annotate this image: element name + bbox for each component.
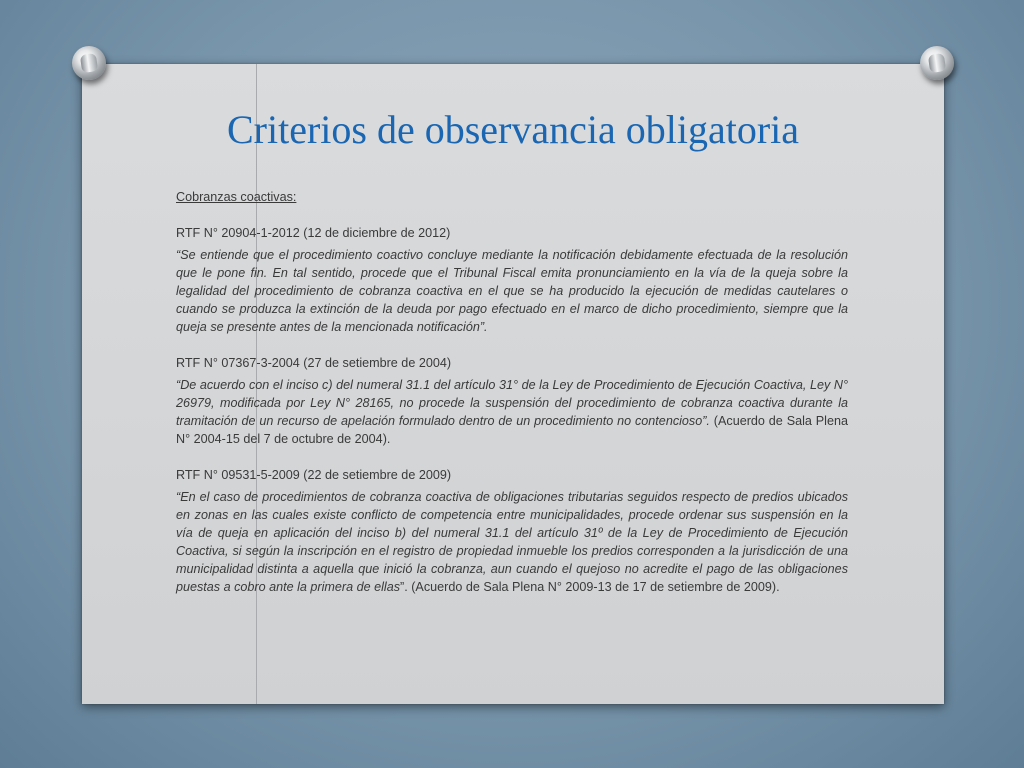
entry-3 [176, 466, 848, 596]
entry-heading: RTF N° 20904-1-2012 (12 de diciembre de 2012) [176, 226, 451, 240]
slide-content [176, 188, 848, 596]
entry-heading: RTF N° 07367-3-2004 (27 de setiembre de 2004) [176, 356, 452, 370]
entry-quote [176, 376, 848, 448]
entry-quote-italic: “Se entiende que el procedimiento coactivo concluye mediante la notificación debidamente efectuada de la resolución que le pone fin. En tal sentido, procede que el Tribunal Fiscal emita pronunciamiento en la vía de la queja sobre la legalidad del procedimiento de cobranza coactiva en el que se ha producido la ejecución de medidas cautelares o cuando se produzca la extinción de la deuda por pago efectuado en el marco de dicho procedimiento, siempre que la queja se presente antes de la mencionada notificación”. [176, 248, 848, 334]
entry-1 [176, 224, 848, 336]
entry-2 [176, 354, 848, 448]
entry-quote-italic: “De acuerdo con el inciso c) del numeral 31.1 del artículo 31° de la Ley de Procedimiento de Ejecución Coactiva, Ley N° 26979, modificada por Ley N° 28165, no procede la suspensión del procedimiento de cobranza coactiva durante la tramitación de un recurso de apelación formulado dentro de un procedimiento no contencioso”. [176, 378, 848, 428]
push-pin-left-icon [72, 46, 106, 80]
section-heading: Cobranzas coactivas: [176, 190, 297, 204]
entry-quote-italic: “En el caso de procedimientos de cobranza coactiva de obligaciones tributarias seguidos respecto de predios ubicados en zonas en las cuales existe conflicto de competencia entre municipalidades, procede ordenar sus suspensión en la vía de queja en aplicación del inciso b) del numeral 31.1 del artículo 31º de la Ley de Procedimiento de Ejecución Coactiva, si según la inscripción en el registro de propiedad inmueble los predios corresponden a la jurisdicción de una municipalidad distinta a aquella que inició la cobranza, aun cuando el quejoso no acredite el pago de las obligaciones puestas a cobro ante la primera de ellas [176, 490, 848, 594]
entry-heading: RTF N° 09531-5-2009 (22 de setiembre de 2009) [176, 468, 452, 482]
slide-title: Criterios de observancia obligatoria [226, 107, 800, 152]
push-pin-right-icon [920, 46, 954, 80]
entry-quote-plain: (Acuerdo de Sala Plena N° 2004-15 del 7 de octubre de 2004). [176, 414, 848, 446]
entry-quote-plain: ”. (Acuerdo de Sala Plena N° 2009-13 de 17 de setiembre de 2009). [400, 580, 780, 594]
entry-quote [176, 246, 848, 336]
entry-quote [176, 488, 848, 596]
